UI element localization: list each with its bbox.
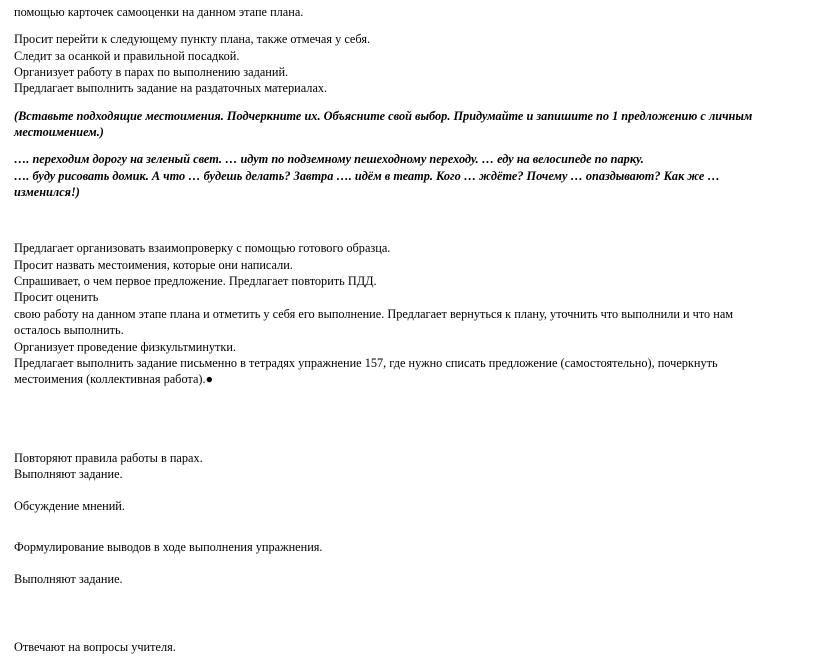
- document-line: Предлагает выполнить задание письменно в тетрадях упражнение 157, где нужно списать предложение (самостоятельно), почеркнуть: [14, 355, 718, 370]
- paragraph-spacer: [14, 587, 802, 639]
- document-line-emphasis: …. переходим дорогу на зеленый свет. … идут по подземному пешеходному переходу. … еду на велосипеде по парку.: [14, 152, 644, 167]
- section-spacer: [14, 388, 802, 450]
- paragraph-spacer: [14, 482, 802, 498]
- document-line: Спрашивает, о чем первое предложение. Предлагает повторить ПДД.: [14, 274, 377, 289]
- document-line: Выполняют задание.: [14, 466, 123, 481]
- document-line-emphasis: местоимением.): [14, 125, 104, 140]
- document-line: свою работу на данном этапе плана и отметить у себя его выполнение. Предлагает вернуться к плану, уточнить что выполнили и что нам: [14, 306, 734, 321]
- document-line: Формулирование выводов в ходе выполнения упражнения.: [14, 539, 323, 554]
- document-line-emphasis: изменился!): [14, 185, 80, 200]
- document-line: осталось выполнить.: [14, 323, 124, 338]
- document-line: Просит оценить: [14, 290, 99, 305]
- document-line: Отвечают на вопросы учителя.: [14, 640, 176, 655]
- document-line: Предлагает выполнить задание на раздаточных материалах.: [14, 81, 328, 96]
- document-line: Организует работу в парах по выполнению заданий.: [14, 65, 289, 80]
- document-line: местоимения (коллективная работа).●: [14, 372, 214, 387]
- document-line-emphasis: …. буду рисовать домик. А что … будешь делать? Завтра …. идём в театр. Кого … ждёте? Почему … опаздывают? Как же …: [14, 168, 720, 183]
- paragraph-spacer: [14, 555, 802, 571]
- document-line: Просит назвать местоимения, которые они написали.: [14, 257, 293, 272]
- paragraph-spacer: [14, 97, 802, 108]
- paragraph-spacer: [14, 515, 802, 539]
- document-line: помощью карточек самооценки на данном этапе плана.: [14, 5, 304, 19]
- paragraph-spacer: [14, 140, 802, 151]
- document-line: Выполняют задание.: [14, 571, 123, 586]
- document-line: Повторяют правила работы в парах.: [14, 450, 203, 465]
- paragraph-spacer: [14, 20, 802, 31]
- paragraph-spacer: [14, 200, 802, 240]
- document-line: Следит за осанкой и правильной посадкой.: [14, 48, 240, 63]
- document-line: Просит перейти к следующему пункту плана, также отмечая у себя.: [14, 32, 371, 47]
- document-line: Обсуждение мнений.: [14, 499, 125, 514]
- document-line: Предлагает организовать взаимопроверку с помощью готового образца.: [14, 241, 391, 256]
- document-line-emphasis: (Вставьте подходящие местоимения. Подчеркните их. Объясните свой выбор. Придумайте и запишите по 1 предложению с личным: [14, 108, 753, 123]
- document-line: Организует проведение физкультминутки.: [14, 339, 237, 354]
